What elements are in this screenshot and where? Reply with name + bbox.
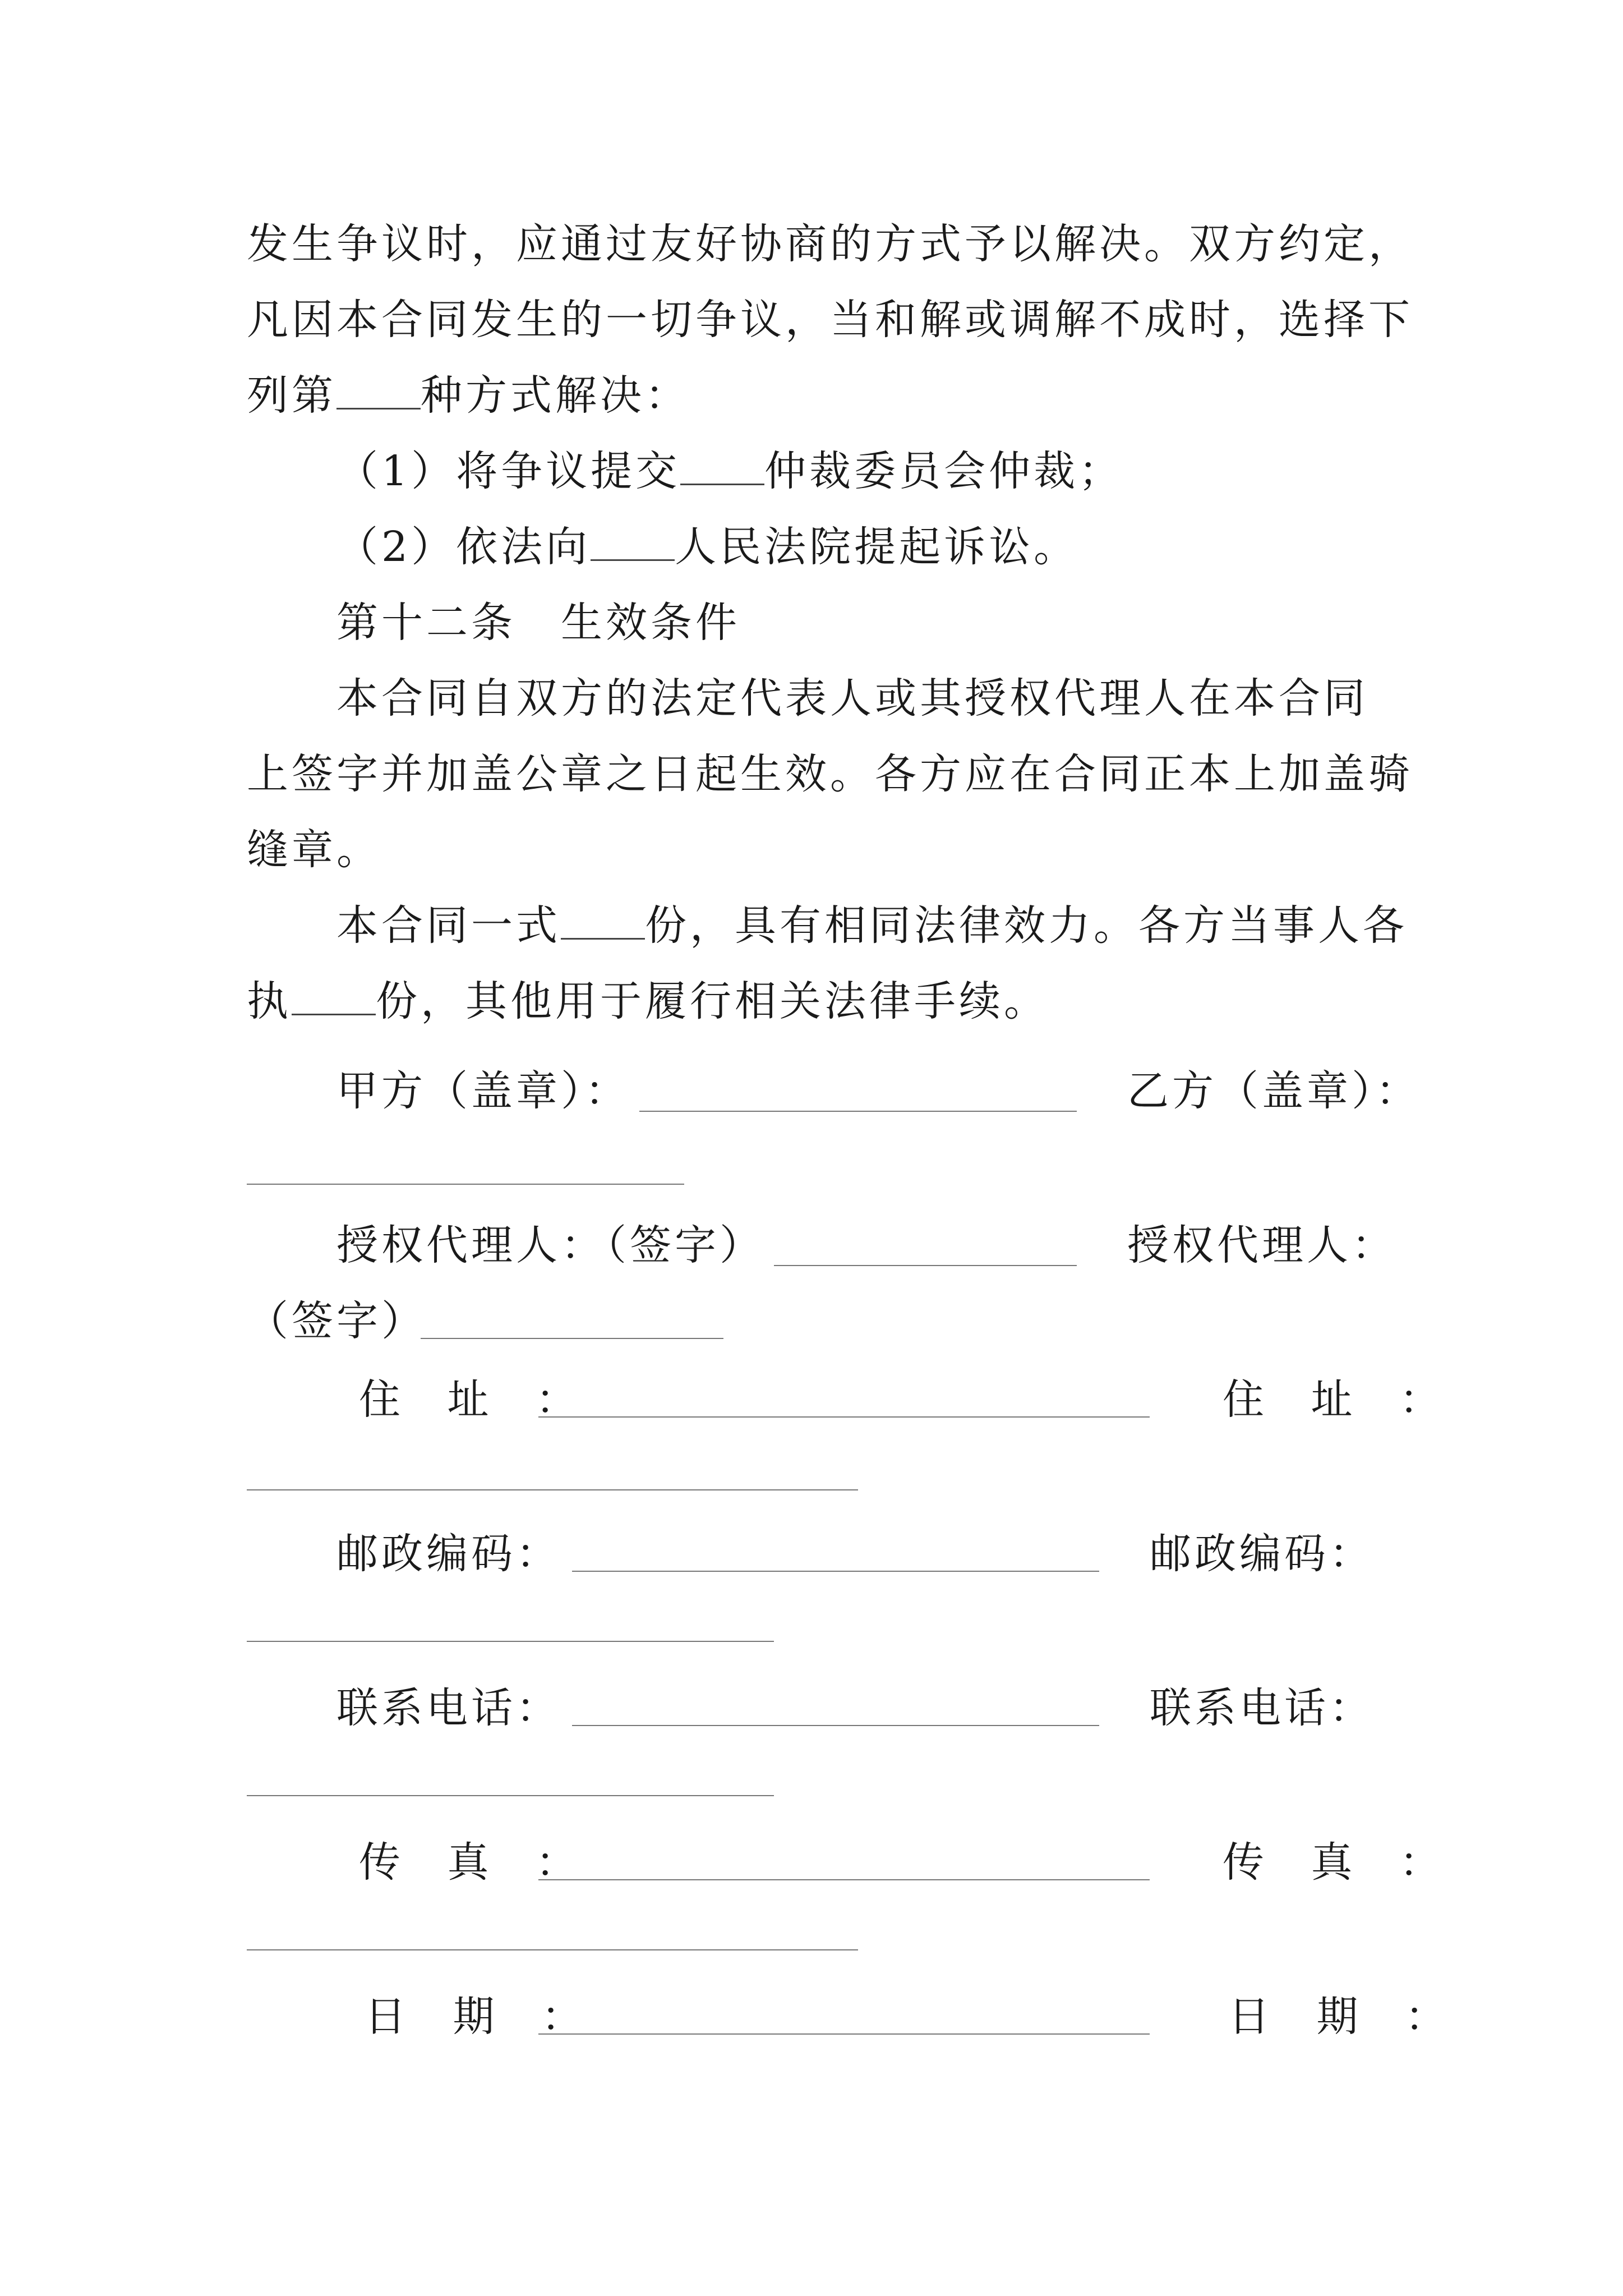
date-b-label <box>1228 1989 1463 2045</box>
address-a-line[interactable] <box>538 1416 1150 1418</box>
agent-a-sign-line[interactable] <box>774 1265 1077 1266</box>
text-span: 列第 <box>247 371 336 420</box>
text-span: 邮政编码： <box>336 1530 561 1578</box>
fill-blank[interactable] <box>292 974 376 1015</box>
paragraph-line <box>247 822 381 878</box>
date-a-line[interactable] <box>538 2033 1150 2035</box>
fax-b-label <box>1223 1834 1458 1890</box>
text-span: 种方式解决： <box>421 371 690 420</box>
text-span: 本合同一式 <box>336 901 561 950</box>
postcode-a-line[interactable] <box>572 1571 1099 1572</box>
text-span: 凡因本合同发生的一切争议，当和解或调解不成时，选择下 <box>247 296 1413 344</box>
postcode-b-line[interactable] <box>247 1641 774 1642</box>
phone-a-line[interactable] <box>572 1725 1099 1726</box>
text-span: （签字） <box>247 1297 426 1345</box>
text-span: 传 真 ： <box>1223 1838 1458 1887</box>
address-b-label <box>1223 1372 1458 1428</box>
list-item <box>336 519 1078 575</box>
party-b-seal-line[interactable] <box>247 1184 684 1185</box>
text-span: 住 址 ： <box>1223 1375 1458 1424</box>
fill-blank[interactable] <box>680 444 764 485</box>
fax-a-label <box>359 1834 594 1890</box>
fill-blank[interactable] <box>561 899 645 940</box>
text-span: （2）依法向 <box>336 523 591 571</box>
text-span: 人民法院提起诉讼。 <box>675 523 1079 571</box>
phone-a-label <box>336 1680 561 1736</box>
date-a-label <box>365 1989 600 2045</box>
text-span: 缝章。 <box>247 826 381 874</box>
article-heading <box>336 595 740 651</box>
paragraph-line <box>336 898 1408 954</box>
list-item <box>336 443 1123 499</box>
text-span: 执 <box>247 977 292 1025</box>
text-span: 联系电话： <box>336 1684 561 1732</box>
party-b-seal-label <box>1127 1063 1421 1119</box>
fax-b-line[interactable] <box>247 1949 858 1950</box>
text-span: 授权代理人： <box>1127 1221 1396 1269</box>
text-span: 发生争议时，应通过友好协商的方式予以解决。双方约定， <box>247 220 1413 268</box>
postcode-b-label <box>1150 1526 1374 1582</box>
phone-b-line[interactable] <box>247 1795 774 1796</box>
text-span: 仲裁委员会仲裁； <box>764 447 1124 495</box>
text-span: 授权代理人：（签字） <box>336 1221 764 1269</box>
text-span: 联系电话： <box>1150 1684 1374 1732</box>
paragraph-line <box>247 216 1413 272</box>
agent-b-sign-line[interactable] <box>421 1338 723 1339</box>
paragraph-line <box>247 746 1413 802</box>
agent-b-sign-label <box>247 1293 426 1349</box>
text-span: 住 址 ： <box>359 1375 594 1424</box>
agent-a-label <box>336 1217 764 1273</box>
text-span: （1）将争议提交 <box>336 447 681 495</box>
text-span: 日 期 ： <box>365 1993 600 2041</box>
fax-a-line[interactable] <box>538 1879 1150 1880</box>
text-span: 甲方（盖章）： <box>336 1067 630 1115</box>
address-a-label <box>359 1372 594 1428</box>
fill-blank[interactable] <box>336 369 421 409</box>
text-span: 传 真 ： <box>359 1838 594 1887</box>
text-span: 日 期 ： <box>1228 1993 1464 2041</box>
text-span: 乙方（盖章）： <box>1127 1067 1421 1115</box>
text-span: 份，具有相同法律效力。各方当事人各 <box>645 901 1408 950</box>
agent-b-label <box>1127 1217 1396 1273</box>
party-a-seal-line[interactable] <box>639 1111 1077 1112</box>
party-a-seal-label <box>336 1063 630 1119</box>
postcode-a-label <box>336 1526 561 1582</box>
phone-b-label <box>1150 1680 1374 1736</box>
paragraph-line <box>336 670 1368 726</box>
paragraph-line <box>247 292 1413 348</box>
text-span: 份，其他用于履行相关法律手续。 <box>376 977 1049 1025</box>
paragraph-line <box>247 367 690 424</box>
text-span: 第十二条 生效条件 <box>336 599 740 647</box>
paragraph-line <box>247 973 1049 1029</box>
text-span: 邮政编码： <box>1150 1530 1374 1578</box>
text-span: 本合同自双方的法定代表人或其授权代理人在本合同 <box>336 674 1368 723</box>
text-span: 上签字并加盖公章之日起生效。各方应在合同正本上加盖骑 <box>247 750 1413 798</box>
fill-blank[interactable] <box>591 520 675 561</box>
address-b-line[interactable] <box>247 1489 858 1490</box>
